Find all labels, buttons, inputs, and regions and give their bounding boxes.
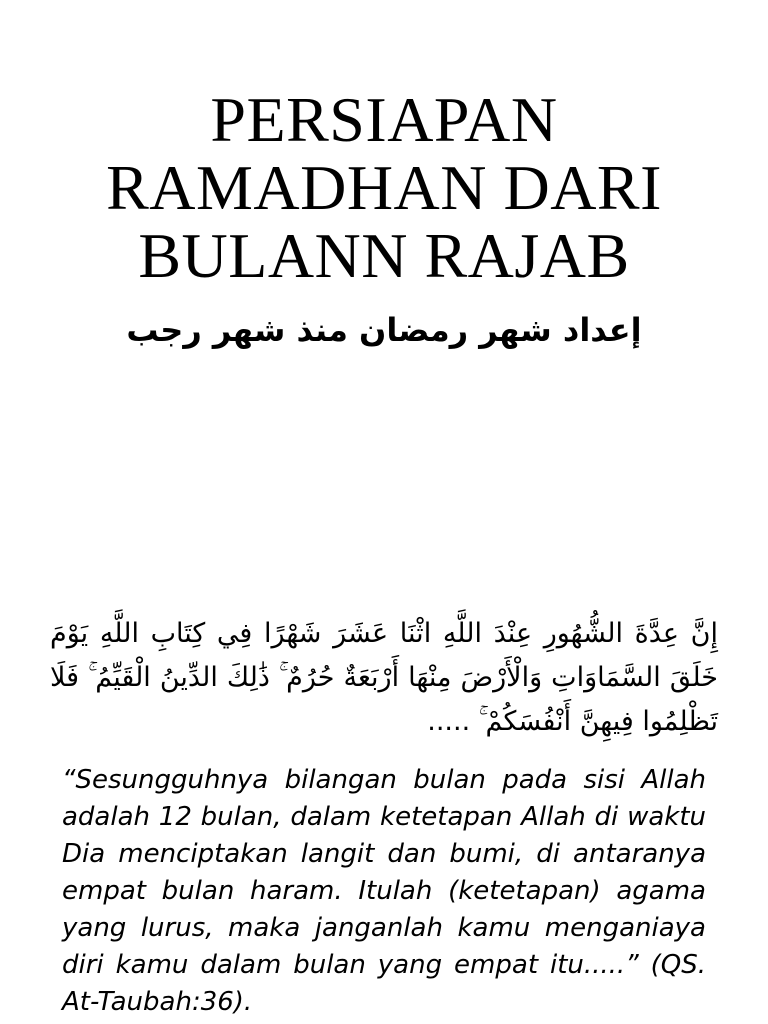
title-line-3: BULANN RAJAB [138, 220, 630, 291]
page-title [0, 86, 768, 290]
quran-verse-arabic: إِنَّ عِدَّةَ الشُّهُورِ عِنْدَ اللَّهِ اثْنَا عَشَرَ شَهْرًا فِي كِتَابِ اللَّهِ يَوْمَ خَلَقَ السَّمَاوَاتِ وَالْأَرْضَ مِنْهَا أَرْبَعَةٌ حُرُمٌ ۚ ذَٰلِكَ الدِّينُ الْقَيِّمُ ۚ فَلَا تَظْلِمُوا فِيهِنَّ أَنْفُسَكُمْ ۚ ..... [50, 618, 718, 737]
arabic-subtitle: إعداد شهر رمضان منذ شهر رجب [126, 311, 642, 349]
title-line-1: PERSIAPAN [210, 84, 558, 155]
verse-translation: “Sesungguhnya bilangan bulan pada sisi Allah adalah 12 bulan, dalam ketetapan Allah di waktu Dia menciptakan langit dan bumi, di antaranya empat bulan haram. Itulah (ketetapan) agama yang lurus, maka janganlah kamu menganiaya diri kamu dalam bulan yang empat itu.....” (QS. At-Taubah:36). [62, 765, 706, 1017]
title-line-2: RAMADHAN DARI [106, 152, 662, 223]
